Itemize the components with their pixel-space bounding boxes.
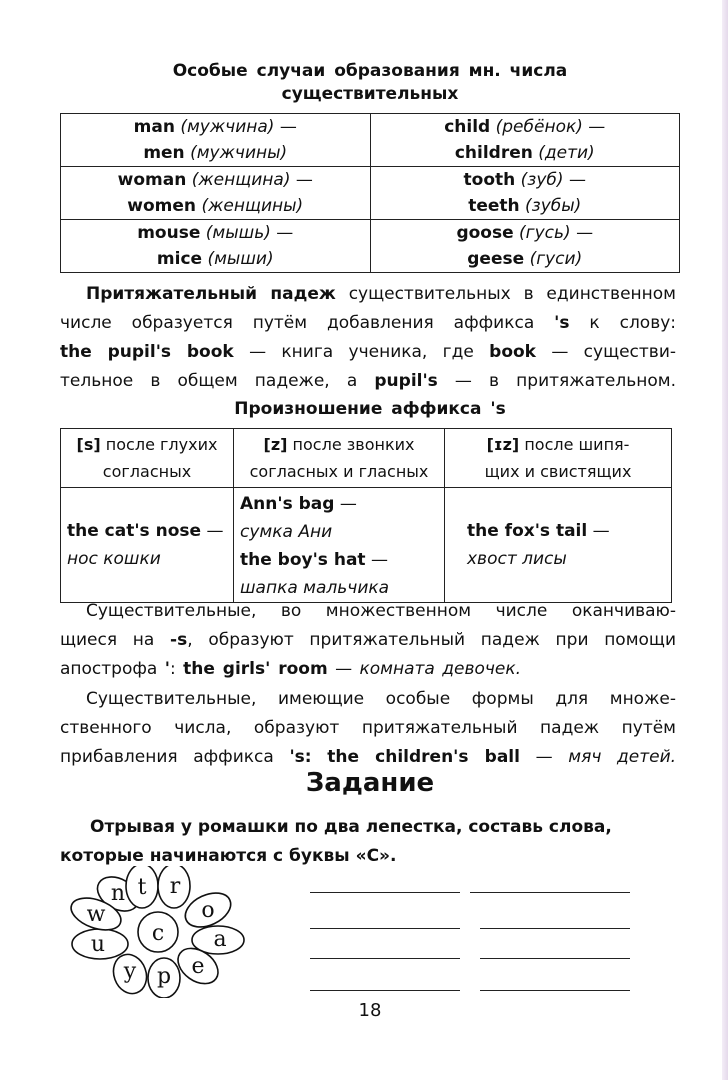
petal-letter: r (169, 874, 181, 899)
table-cell: the fox's tail — хвост лисы (445, 488, 672, 603)
task-heading: Задание (305, 768, 435, 798)
table-cell: the cat's nose — нос кошки (61, 488, 234, 603)
header-cell-z: [z] после звонких согласных и гласных (234, 429, 445, 488)
page-number: 18 (358, 1000, 382, 1021)
petal-letter: e (191, 954, 205, 979)
possessive-case-paragraph: Притяжательный падеж существительных в единственном числе образуется путём добавления аффикса 's к слову: the pupil's book — книга ученика, где book — существи- тельное в общем падеже, а pupil's — в притяжательном. (60, 284, 677, 391)
table-cell: Ann's bag — сумка Ани the boy's hat — шапка мальчика (234, 488, 445, 603)
table-cell: woman (женщина) — women (женщины) (61, 167, 371, 220)
table-cell: mouse (мышь) — mice (мыши) (61, 220, 371, 273)
answer-line[interactable] (470, 892, 630, 893)
page-edge (722, 0, 728, 1080)
title-line-1: Особые случаи образования мн. числа (172, 61, 568, 81)
answer-line[interactable] (480, 958, 630, 959)
petal-letter: u (90, 932, 106, 957)
answer-lines (310, 880, 650, 1000)
pronunciation-table (60, 428, 672, 603)
answer-line[interactable] (480, 990, 630, 991)
petal-letter: y (123, 959, 137, 984)
table-cell: child (ребёнок) — children (дети) (370, 114, 680, 167)
table-row (61, 167, 680, 220)
pronunciation-title: Произношение аффикса 's (234, 399, 506, 419)
title-line-2: существительных (281, 84, 459, 104)
petal-letter: w (86, 902, 106, 927)
petal-letter: o (201, 898, 215, 923)
plural-possessive-paragraph: Существительные, во множественном числе оканчиваю- щиеся на -s, образуют притяжательный падеж при помощи апострофа ': the girls' room — комната девочек. (60, 601, 676, 679)
irregular-plurals-table (60, 113, 680, 273)
petal-letter: n (110, 881, 126, 906)
daisy-illustration (60, 866, 250, 998)
answer-line[interactable] (310, 990, 460, 991)
section-title (60, 60, 680, 106)
table-cell: man (мужчина) — men (мужчины) (61, 114, 371, 167)
table-cell: tooth (зуб) — teeth (зубы) (370, 167, 680, 220)
table-cell: goose (гусь) — geese (гуси) (370, 220, 680, 273)
petal-letter: t (137, 875, 147, 900)
center-letter: c (151, 921, 165, 946)
table-row (61, 488, 672, 603)
answer-line[interactable] (310, 958, 460, 959)
answer-line[interactable] (310, 892, 460, 893)
table-row (61, 220, 680, 273)
table-row (61, 114, 680, 167)
petal-letter: p (156, 964, 172, 989)
answer-line[interactable] (480, 928, 630, 929)
table-header-row (61, 429, 672, 488)
petal-letter: a (213, 927, 227, 952)
answer-line[interactable] (310, 928, 460, 929)
special-plural-paragraph: Существительные, имеющие особые формы для множе- ственного числа, образуют притяжательный падеж путём прибавления аффикса 's: the children's ball — мяч детей. (60, 689, 677, 767)
task-instructions: Отрывая у ромашки по два лепестка, составь слова, которые начинаются с буквы «С». (60, 817, 612, 866)
header-cell-iz: [ɪz] после шипя- щих и свистящих (445, 429, 672, 488)
header-cell-s: [s] после глухих согласных (61, 429, 234, 488)
